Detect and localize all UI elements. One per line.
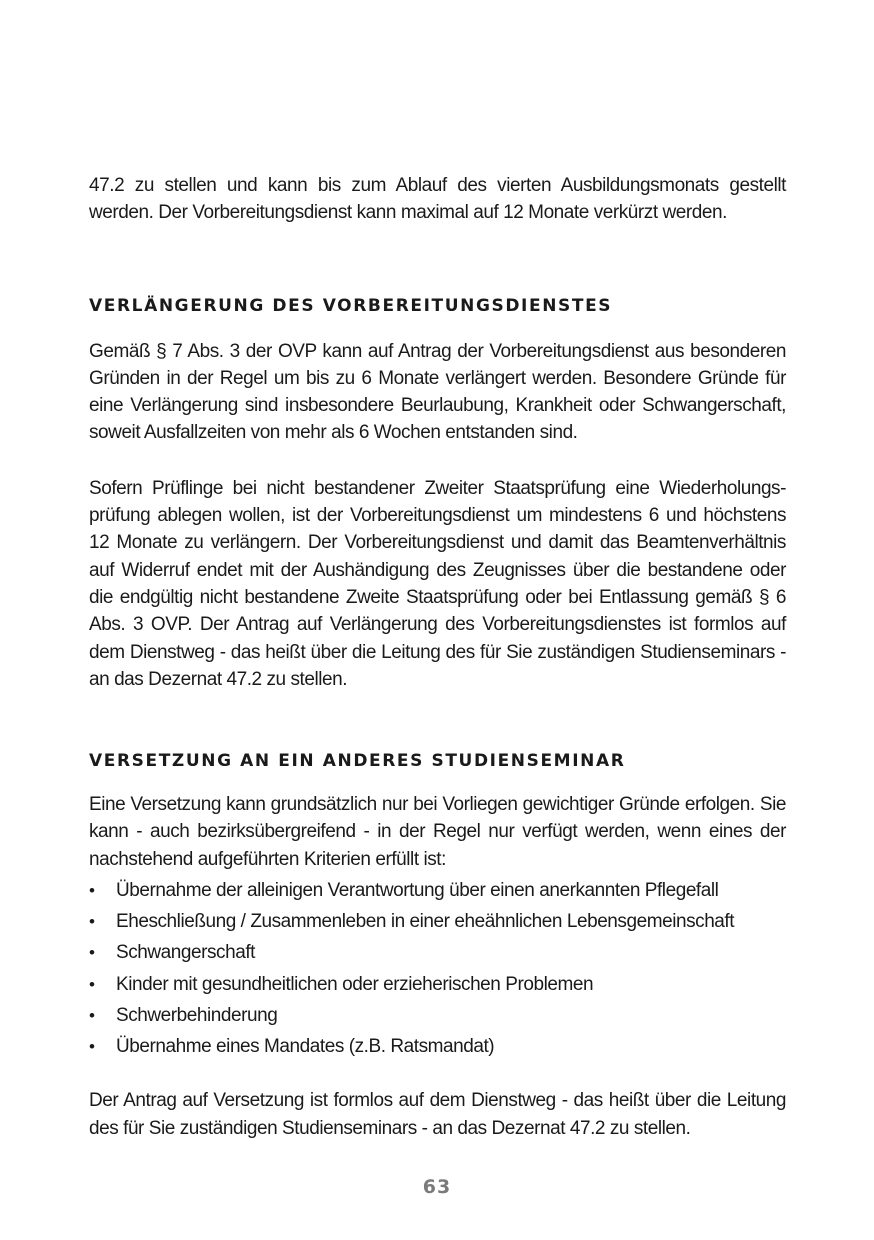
bullet-icon: • xyxy=(89,974,95,994)
list-item-text: Kinder mit gesundheitlichen oder erzieherischen Problemen xyxy=(116,973,594,995)
page-number: 63 xyxy=(422,1176,452,1198)
list-item-text: Schwangerschaft xyxy=(116,942,255,964)
list-item-text: Eheschließung / Zusammenleben in einer eheähnlichen Lebensgemeinschaft xyxy=(116,911,735,933)
list-item xyxy=(89,906,786,937)
list-item-text: Schwerbehinderung xyxy=(116,1004,278,1026)
list-item-text: Übernahme eines Mandates (z.B. Ratsmandat) xyxy=(116,1036,495,1058)
criteria-list xyxy=(89,875,786,1062)
bullet-icon: • xyxy=(89,1005,95,1025)
verlaengerung-paragraph-1: Gemäß § 7 Abs. 3 der OVP kann auf Antrag der Vorbereitungsdienst aus besonderen Gründen in der Regel um bis zu 6 Monate verlängert werden. Besondere Gründe für eine Verlängerung sind insbesondere Beurlaubung, Krankheit oder Schwangerschaft, soweit Ausfallzeiten von mehr als 6 Wochen entstanden sind. xyxy=(89,340,786,444)
bullet-icon: • xyxy=(89,912,95,932)
section-heading-verlaengerung: VERLÄNGERUNG DES VORBEREITUNGSDIENSTES xyxy=(89,295,613,316)
list-item xyxy=(89,1000,786,1031)
intro-paragraph: 47.2 zu stellen und kann bis zum Ablauf des vierten Ausbildungsmonats gestellt werden. Der Vorbereitungsdienst kann maximal auf 12 Monate verkürzt werden. xyxy=(89,175,786,224)
page-content xyxy=(89,172,786,1142)
versetzung-paragraph-2: Der Antrag auf Versetzung ist formlos auf dem Dienstweg - das heißt über die Leitung des für Sie zuständigen Studienseminars - an das Dezernat 47.2 zu stellen. xyxy=(89,1090,786,1139)
list-item xyxy=(89,969,786,1000)
bullet-icon: • xyxy=(89,1037,95,1057)
list-item xyxy=(89,875,786,906)
list-item-text: Übernahme der alleinigen Verantwortung über einen anerkannten Pflegefall xyxy=(116,880,719,902)
verlaengerung-paragraph-2: Sofern Prüflinge bei nicht bestandener Zweiter Staatsprüfung eine Wiederholungs-prüfung ablegen wollen, ist der Vorbereitungsdienst um mindestens 6 und höchstens 12 Monate zu verlängern. Der Vorbereitungsdienst und damit das Beamtenverhältnis auf Widerruf endet mit der Aushändigung des Zeugnisses über die bestandene oder die endgültig nicht bestandene Zweite Staatsprüfung oder bei Entlassung gemäß § 6 Abs. 3 OVP. Der Antrag auf Verlängerung des Vorbereitungsdienstes ist formlos auf dem Dienstweg - das heißt über die Leitung des für Sie zuständigen Studienseminars - an das Dezernat 47.2 zu stellen. xyxy=(89,477,786,690)
bullet-icon: • xyxy=(89,881,95,901)
versetzung-paragraph-1: Eine Versetzung kann grundsätzlich nur bei Vorliegen gewichtiger Gründe erfolgen. Sie kann - auch bezirksübergreifend - in der Regel nur verfügt werden, wenn eines der nachstehend aufgeführten Kriterien erfüllt ist: xyxy=(89,794,786,870)
list-item xyxy=(89,1031,786,1062)
list-item xyxy=(89,937,786,968)
bullet-icon: • xyxy=(89,943,95,963)
section-heading-versetzung: VERSETZUNG AN EIN ANDERES STUDIENSEMINAR xyxy=(89,751,626,772)
